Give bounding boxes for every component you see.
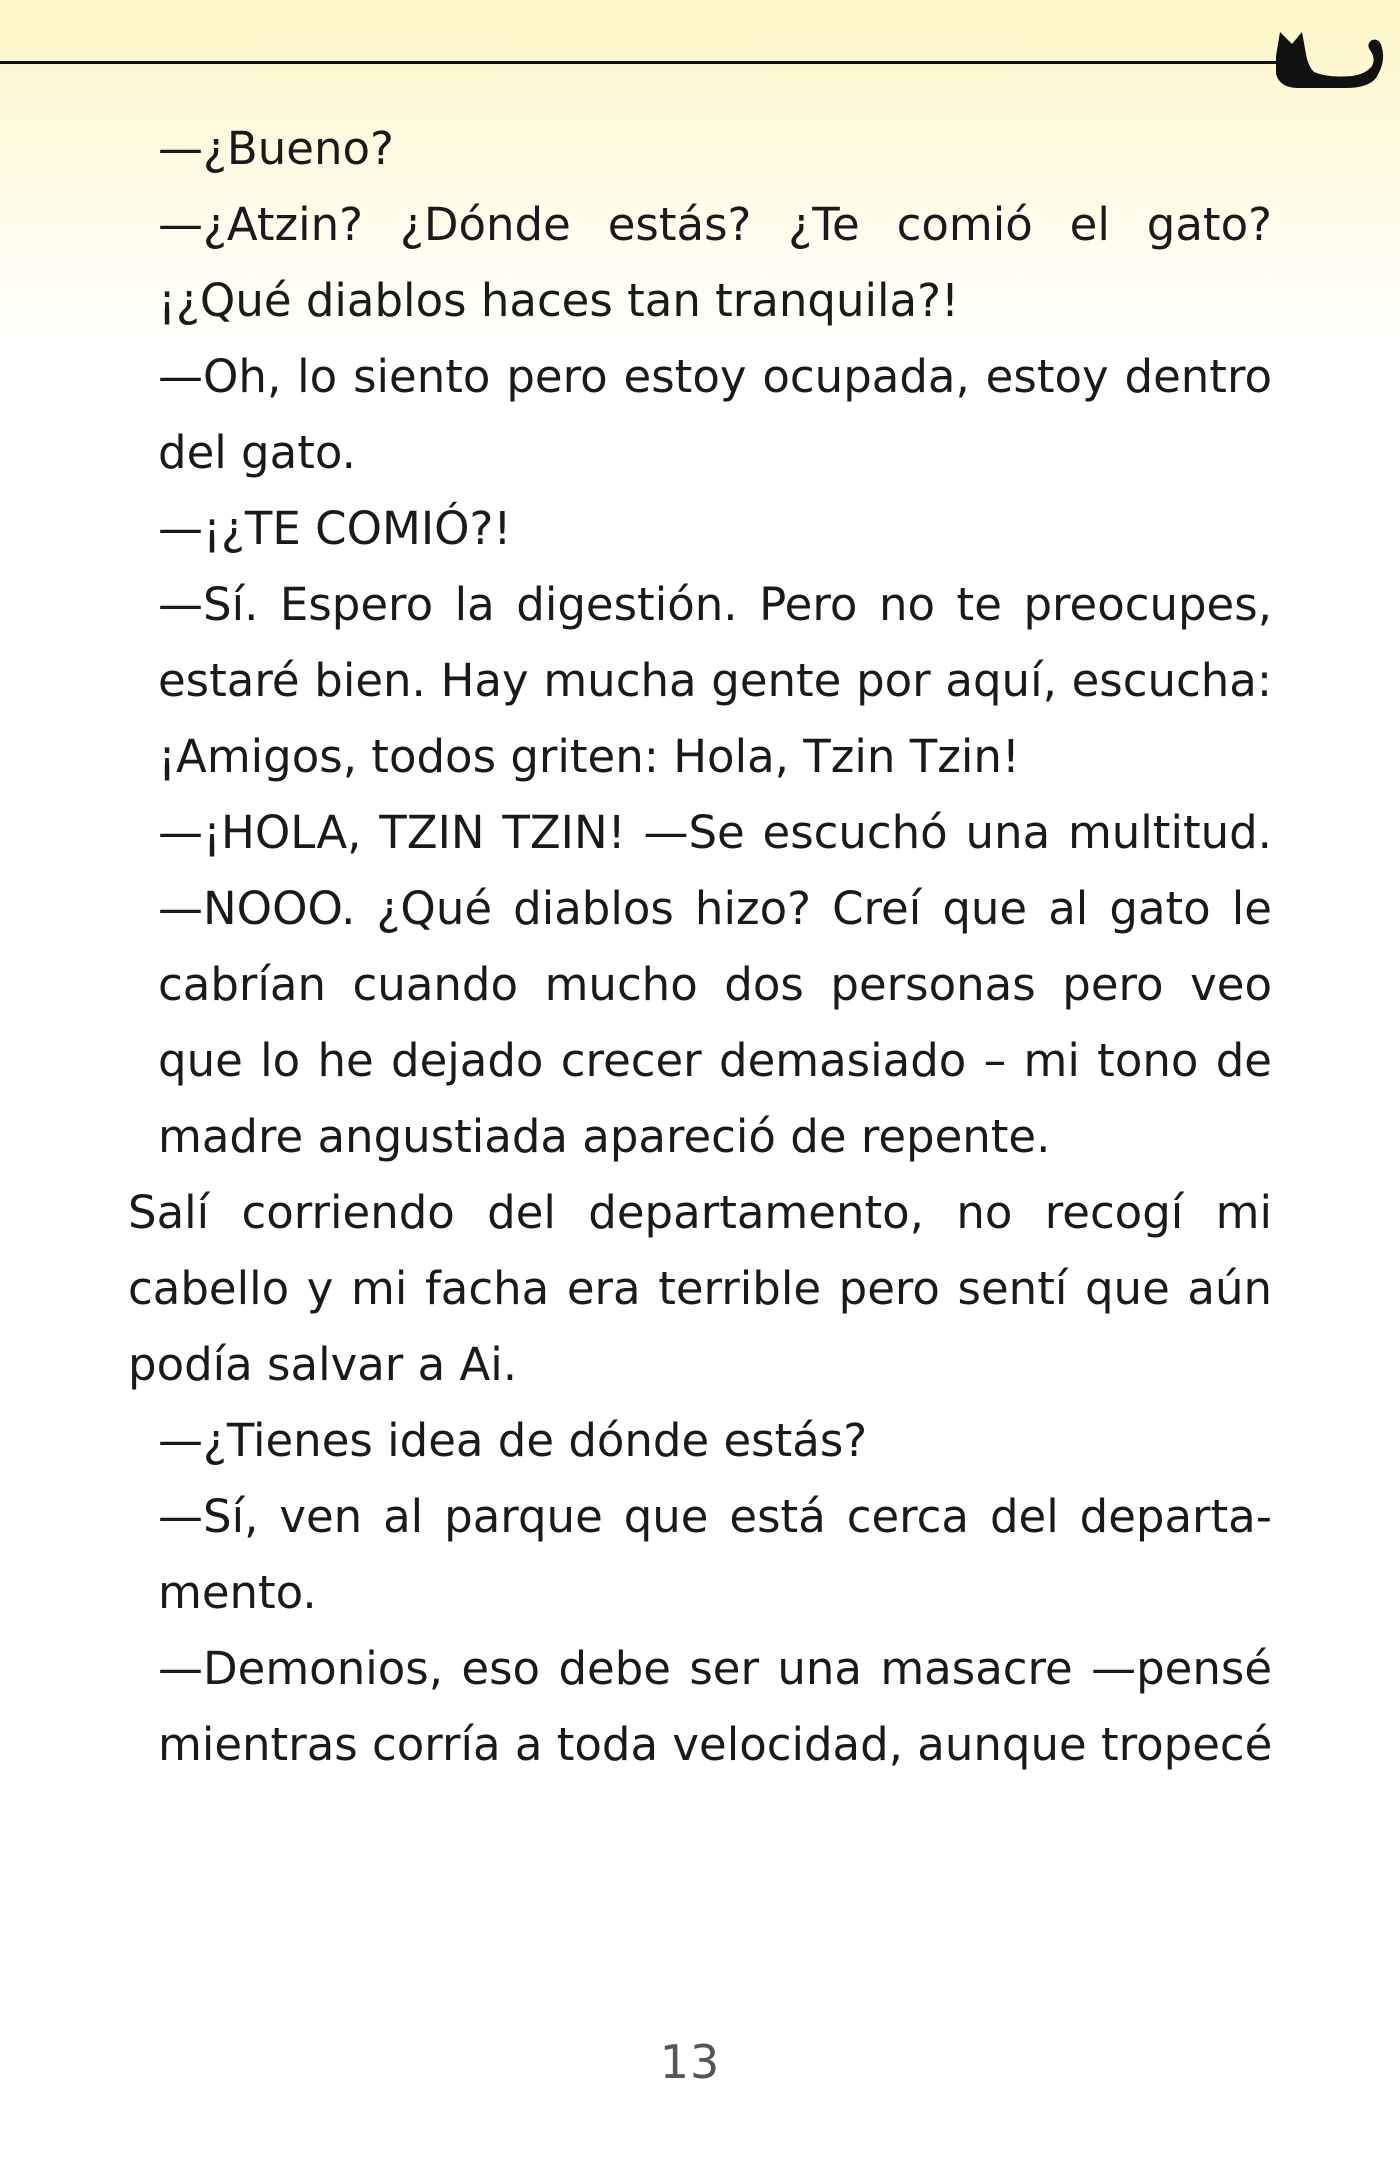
text-line: —Oh, lo siento pero estoy ocupada, estoy dentro [158, 350, 1272, 403]
header-rule [0, 61, 1280, 64]
text-line: madre angustiada apareció de repente. [158, 1110, 1051, 1163]
text-line: que lo he dejado crecer demasiado – mi tono de [158, 1034, 1272, 1087]
text-line: Salí corriendo del departamento, no recogí mi [128, 1186, 1272, 1239]
text-line: ¡¿Qué diablos haces tan tranquila?! [158, 274, 959, 327]
text-line: mento. [158, 1566, 317, 1619]
text-line: ¡Amigos, todos griten: Hola, Tzin Tzin! [158, 730, 1020, 783]
text-line: cabrían cuando mucho dos personas pero veo [158, 958, 1272, 1011]
text-line: podía salvar a Ai. [128, 1338, 518, 1391]
text-line: —¡¿TE COMIÓ?! [158, 502, 512, 555]
text-line: cabello y mi facha era terrible pero sentí que aún [128, 1262, 1272, 1315]
cat-icon [1272, 26, 1390, 92]
page-number: 13 [659, 2035, 721, 2089]
text-line: —Demonios, eso debe ser una masacre —pensé [158, 1642, 1272, 1695]
text-line: —¿Atzin? ¿Dónde estás? ¿Te comió el gato? [158, 198, 1272, 251]
text-line: mientras corría a toda velocidad, aunque tropecé [158, 1718, 1273, 1771]
text-line: —NOOO. ¿Qué diablos hizo? Creí que al gato le [158, 882, 1272, 935]
text-line: —¡HOLA, TZIN TZIN! —Se escuchó una multitud. [158, 806, 1272, 859]
text-line: —Sí. Espero la digestión. Pero no te preocupes, [158, 578, 1272, 631]
text-line: del gato. [158, 426, 356, 479]
text-line: —¿Bueno? [158, 122, 394, 175]
text-line: —Sí, ven al parque que está cerca del departa- [158, 1490, 1272, 1543]
text-line: estaré bien. Hay mucha gente por aquí, escucha: [158, 654, 1272, 707]
text-line: —¿Tienes idea de dónde estás? [158, 1414, 868, 1467]
